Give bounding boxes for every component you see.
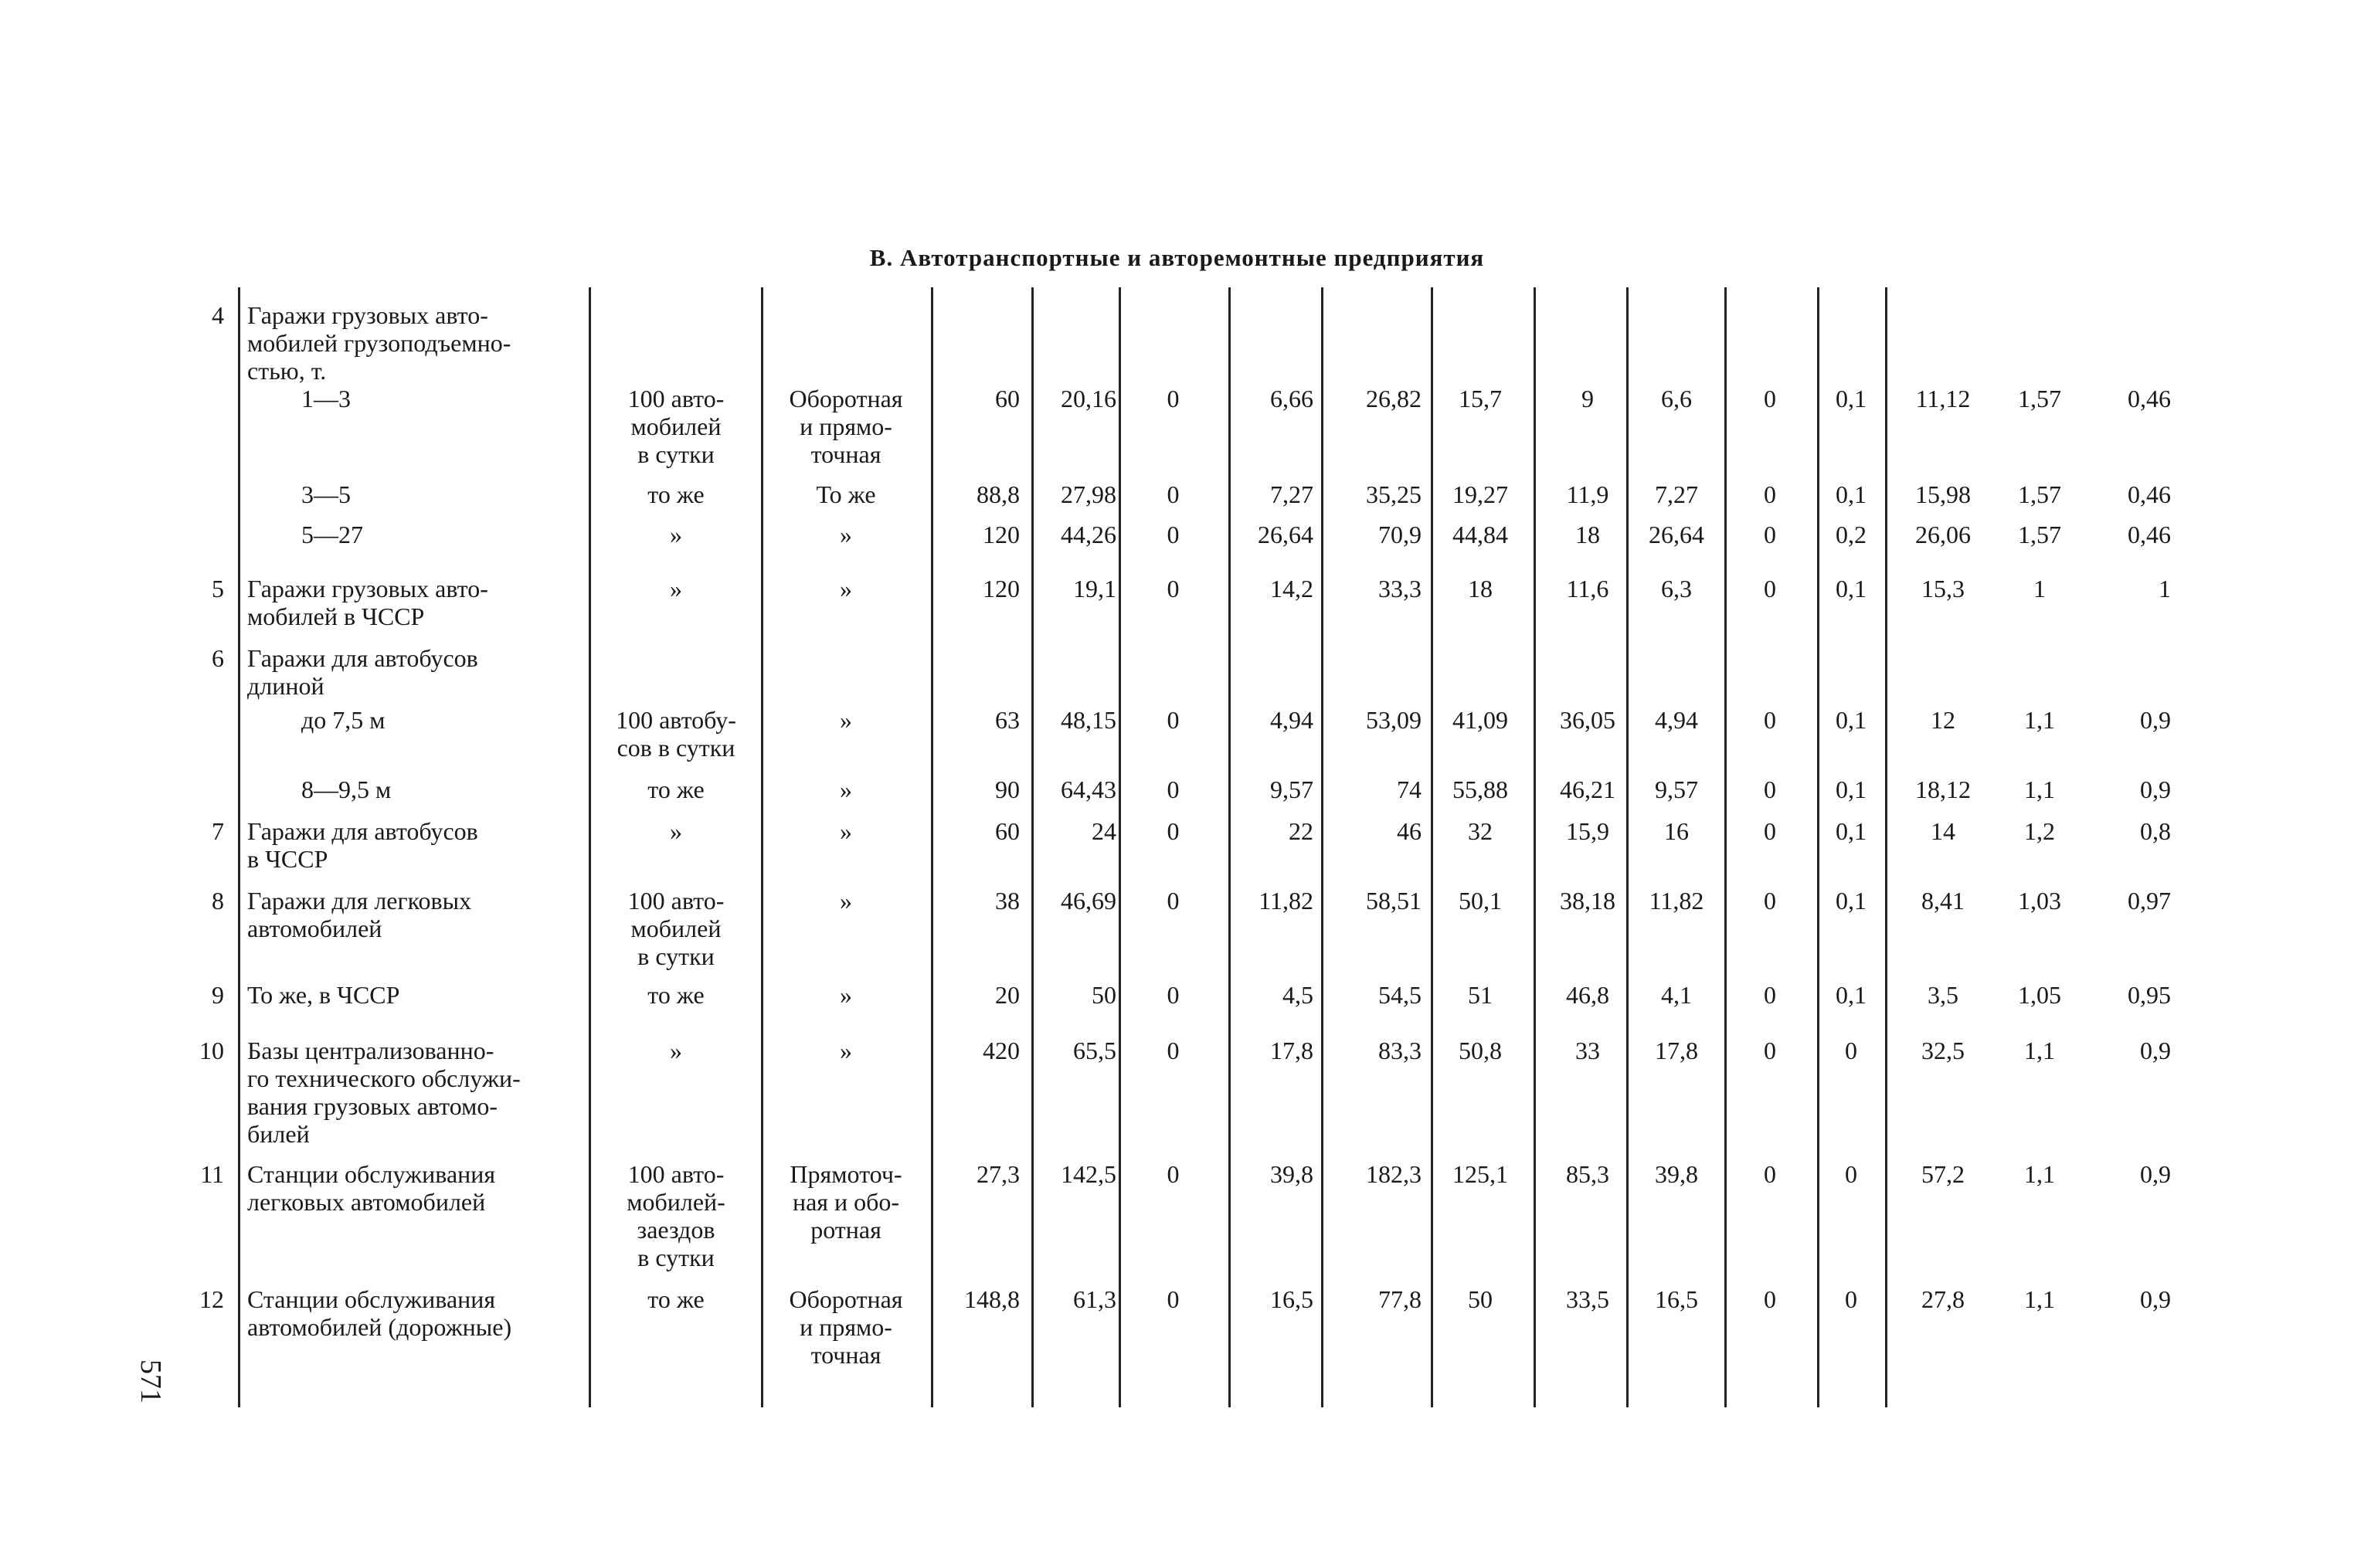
- row-unit: »: [670, 1037, 682, 1064]
- row-unit: »: [670, 817, 682, 845]
- value-cell: 0: [1845, 1160, 1857, 1188]
- value-cell: 0,2: [1836, 521, 1867, 548]
- value-cell: 20: [995, 981, 1020, 1009]
- row-number: 6: [212, 644, 224, 672]
- value-cell: 0: [1764, 385, 1776, 412]
- value-cell: 0: [1167, 385, 1180, 412]
- row-name: Гаражи для автобусов в ЧССР: [247, 817, 478, 873]
- value-cell: 61,3: [1073, 1285, 1116, 1313]
- value-cell: 24: [1092, 817, 1116, 845]
- value-cell: 18: [1575, 521, 1600, 548]
- value-cell: 0,46: [2128, 480, 2171, 508]
- column-rule: [1431, 287, 1433, 1407]
- value-cell: 27,3: [977, 1160, 1020, 1188]
- value-cell: 1: [2033, 575, 2046, 602]
- value-cell: 0: [1167, 480, 1180, 508]
- row-method: »: [840, 706, 852, 734]
- value-cell: 16: [1664, 817, 1689, 845]
- value-cell: 19,1: [1073, 575, 1116, 602]
- value-cell: 8,41: [1921, 887, 1965, 915]
- row-name: Станции обслуживания автомобилей (дорожные): [247, 1285, 512, 1341]
- row-name: Гаражи грузовых авто- мобилей грузоподъемно- стью, т.: [247, 301, 511, 385]
- value-cell: 27,98: [1061, 480, 1116, 508]
- page-number: 571: [134, 1359, 167, 1403]
- value-cell: 63: [995, 706, 1020, 734]
- value-cell: 53,09: [1366, 706, 1422, 734]
- row-number: 5: [212, 575, 224, 602]
- value-cell: 1,1: [2024, 706, 2055, 734]
- value-cell: 46: [1397, 817, 1422, 845]
- row-unit: 100 авто- мобилей в сутки: [627, 385, 725, 468]
- value-cell: 48,15: [1061, 706, 1116, 734]
- value-cell: 0: [1167, 1160, 1180, 1188]
- value-cell: 39,8: [1655, 1160, 1698, 1188]
- value-cell: 27,8: [1921, 1285, 1965, 1313]
- value-cell: 4,94: [1270, 706, 1313, 734]
- value-cell: 0: [1167, 887, 1180, 915]
- value-cell: 1,03: [2018, 887, 2061, 915]
- value-cell: 33,3: [1378, 575, 1422, 602]
- value-cell: 38,18: [1560, 887, 1615, 915]
- value-cell: 0,1: [1836, 981, 1867, 1009]
- row-method: Прямоточ- ная и обо- ротная: [790, 1160, 902, 1244]
- row-number: 8: [212, 887, 224, 915]
- value-cell: 0: [1845, 1285, 1857, 1313]
- row-method: »: [840, 887, 852, 915]
- value-cell: 0: [1764, 480, 1776, 508]
- value-cell: 0,95: [2128, 981, 2171, 1009]
- value-cell: 88,8: [977, 480, 1020, 508]
- value-cell: 11,82: [1259, 887, 1313, 915]
- value-cell: 0,9: [2140, 1285, 2171, 1313]
- value-cell: 1,1: [2024, 1037, 2055, 1064]
- value-cell: 1,2: [2024, 817, 2055, 845]
- value-cell: 54,5: [1378, 981, 1422, 1009]
- value-cell: 0,8: [2140, 817, 2171, 845]
- column-rule: [931, 287, 933, 1407]
- row-unit: 100 автобу- сов в сутки: [616, 706, 736, 762]
- value-cell: 50,1: [1459, 887, 1502, 915]
- row-subname: 5—27: [301, 521, 363, 548]
- value-cell: 1: [2159, 575, 2171, 602]
- value-cell: 0,97: [2128, 887, 2171, 915]
- row-unit: »: [670, 575, 682, 602]
- row-number: 10: [199, 1037, 224, 1064]
- column-rule: [1228, 287, 1231, 1407]
- value-cell: 9: [1581, 385, 1594, 412]
- row-number: 7: [212, 817, 224, 845]
- column-rule: [589, 287, 591, 1407]
- value-cell: 0: [1167, 521, 1180, 548]
- value-cell: 50,8: [1459, 1037, 1502, 1064]
- value-cell: 0,9: [2140, 1160, 2171, 1188]
- value-cell: 0: [1764, 1285, 1776, 1313]
- value-cell: 26,06: [1915, 521, 1971, 548]
- value-cell: 50: [1092, 981, 1116, 1009]
- value-cell: 0,46: [2128, 521, 2171, 548]
- column-rule: [238, 287, 240, 1407]
- row-method: »: [840, 521, 852, 548]
- row-unit: то же: [647, 480, 705, 508]
- value-cell: 14,2: [1270, 575, 1313, 602]
- row-subname: 3—5: [301, 480, 351, 508]
- value-cell: 0: [1764, 776, 1776, 803]
- value-cell: 4,5: [1282, 981, 1313, 1009]
- value-cell: 1,57: [2018, 480, 2061, 508]
- row-method: »: [840, 575, 852, 602]
- value-cell: 0,1: [1836, 480, 1867, 508]
- value-cell: 0: [1764, 817, 1776, 845]
- value-cell: 0,1: [1836, 385, 1867, 412]
- value-cell: 41,09: [1452, 706, 1508, 734]
- value-cell: 0: [1167, 817, 1180, 845]
- row-subname: 8—9,5 м: [301, 776, 392, 803]
- row-method: »: [840, 981, 852, 1009]
- value-cell: 0,46: [2128, 385, 2171, 412]
- row-unit: 100 авто- мобилей- заездов в сутки: [627, 1160, 725, 1271]
- value-cell: 125,1: [1452, 1160, 1508, 1188]
- column-rule: [1534, 287, 1536, 1407]
- row-method: »: [840, 817, 852, 845]
- row-unit: то же: [647, 981, 705, 1009]
- value-cell: 39,8: [1270, 1160, 1313, 1188]
- value-cell: 0: [1167, 981, 1180, 1009]
- row-name: Гаражи грузовых авто- мобилей в ЧССР: [247, 575, 488, 630]
- row-number: 12: [199, 1285, 224, 1313]
- value-cell: 9,57: [1655, 776, 1698, 803]
- row-number: 9: [212, 981, 224, 1009]
- value-cell: 7,27: [1270, 480, 1313, 508]
- row-number: 11: [200, 1160, 224, 1188]
- value-cell: 11,6: [1566, 575, 1609, 602]
- value-cell: 15,9: [1566, 817, 1609, 845]
- value-cell: 0,9: [2140, 1037, 2171, 1064]
- column-rule: [1817, 287, 1819, 1407]
- value-cell: 120: [983, 575, 1020, 602]
- value-cell: 9,57: [1270, 776, 1313, 803]
- value-cell: 1,1: [2024, 776, 2055, 803]
- value-cell: 0: [1764, 521, 1776, 548]
- value-cell: 1,05: [2018, 981, 2061, 1009]
- value-cell: 60: [995, 385, 1020, 412]
- value-cell: 90: [995, 776, 1020, 803]
- value-cell: 0,1: [1836, 706, 1867, 734]
- row-name: То же, в ЧССР: [247, 981, 400, 1009]
- value-cell: 11,9: [1566, 480, 1609, 508]
- value-cell: 15,3: [1921, 575, 1965, 602]
- value-cell: 7,27: [1655, 480, 1698, 508]
- value-cell: 65,5: [1073, 1037, 1116, 1064]
- value-cell: 4,1: [1661, 981, 1692, 1009]
- value-cell: 17,8: [1655, 1037, 1698, 1064]
- row-name: Станции обслуживания легковых автомобилей: [247, 1160, 496, 1216]
- value-cell: 74: [1397, 776, 1422, 803]
- value-cell: 1,1: [2024, 1285, 2055, 1313]
- value-cell: 0,9: [2140, 706, 2171, 734]
- value-cell: 26,64: [1649, 521, 1704, 548]
- row-method: »: [840, 1037, 852, 1064]
- value-cell: 11,82: [1649, 887, 1704, 915]
- value-cell: 58,51: [1366, 887, 1422, 915]
- value-cell: 4,94: [1655, 706, 1698, 734]
- value-cell: 70,9: [1378, 521, 1422, 548]
- column-rule: [1724, 287, 1727, 1407]
- value-cell: 60: [995, 817, 1020, 845]
- value-cell: 55,88: [1452, 776, 1508, 803]
- value-cell: 50: [1468, 1285, 1493, 1313]
- value-cell: 1,57: [2018, 521, 2061, 548]
- value-cell: 32: [1468, 817, 1493, 845]
- value-cell: 420: [983, 1037, 1020, 1064]
- value-cell: 6,6: [1661, 385, 1692, 412]
- value-cell: 20,16: [1061, 385, 1116, 412]
- value-cell: 15,7: [1459, 385, 1502, 412]
- value-cell: 64,43: [1061, 776, 1116, 803]
- column-rule: [1626, 287, 1629, 1407]
- row-name: Гаражи для автобусов длиной: [247, 644, 478, 700]
- row-subname: до 7,5 м: [301, 706, 386, 734]
- row-method: Оборотная и прямо- точная: [789, 385, 903, 468]
- row-name: Гаражи для легковых автомобилей: [247, 887, 472, 942]
- value-cell: 85,3: [1566, 1160, 1609, 1188]
- value-cell: 46,8: [1566, 981, 1609, 1009]
- value-cell: 44,84: [1452, 521, 1508, 548]
- row-name: Базы централизованно- го технического обслужи- вания грузовых автомо- билей: [247, 1037, 521, 1148]
- value-cell: 17,8: [1270, 1037, 1313, 1064]
- value-cell: 83,3: [1378, 1037, 1422, 1064]
- row-unit: то же: [647, 776, 705, 803]
- value-cell: 51: [1468, 981, 1493, 1009]
- value-cell: 77,8: [1378, 1285, 1422, 1313]
- value-cell: 38: [995, 887, 1020, 915]
- row-unit: 100 авто- мобилей в сутки: [627, 887, 725, 970]
- row-number: 4: [212, 301, 224, 329]
- value-cell: 22: [1289, 817, 1313, 845]
- value-cell: 46,69: [1061, 887, 1116, 915]
- value-cell: 148,8: [964, 1285, 1020, 1313]
- value-cell: 15,98: [1915, 480, 1971, 508]
- value-cell: 0,1: [1836, 776, 1867, 803]
- row-unit: »: [670, 521, 682, 548]
- value-cell: 0: [1167, 706, 1180, 734]
- value-cell: 0: [1167, 575, 1180, 602]
- column-rule: [761, 287, 763, 1407]
- value-cell: 0: [1167, 776, 1180, 803]
- value-cell: 6,3: [1661, 575, 1692, 602]
- value-cell: 26,64: [1258, 521, 1313, 548]
- value-cell: 1,1: [2024, 1160, 2055, 1188]
- row-method: То же: [816, 480, 876, 508]
- value-cell: 0: [1764, 575, 1776, 602]
- value-cell: 3,5: [1928, 981, 1958, 1009]
- value-cell: 26,82: [1366, 385, 1422, 412]
- value-cell: 12: [1931, 706, 1955, 734]
- value-cell: 33: [1575, 1037, 1600, 1064]
- value-cell: 1,57: [2018, 385, 2061, 412]
- value-cell: 120: [983, 521, 1020, 548]
- value-cell: 44,26: [1061, 521, 1116, 548]
- value-cell: 0,1: [1836, 817, 1867, 845]
- value-cell: 16,5: [1655, 1285, 1698, 1313]
- value-cell: 16,5: [1270, 1285, 1313, 1313]
- section-title: В. Автотранспортные и авторемонтные предприятия: [869, 244, 1485, 271]
- value-cell: 0: [1764, 706, 1776, 734]
- value-cell: 0: [1764, 1160, 1776, 1188]
- value-cell: 36,05: [1560, 706, 1615, 734]
- row-unit: то же: [647, 1285, 705, 1313]
- column-rule: [1321, 287, 1323, 1407]
- value-cell: 11,12: [1915, 385, 1971, 412]
- value-cell: 0,1: [1836, 887, 1867, 915]
- value-cell: 182,3: [1366, 1160, 1422, 1188]
- row-subname: 1—3: [301, 385, 351, 412]
- value-cell: 14: [1931, 817, 1955, 845]
- value-cell: 6,66: [1270, 385, 1313, 412]
- value-cell: 18: [1468, 575, 1493, 602]
- column-rule: [1119, 287, 1121, 1407]
- value-cell: 0: [1764, 1037, 1776, 1064]
- value-cell: 32,5: [1921, 1037, 1965, 1064]
- value-cell: 0: [1845, 1037, 1857, 1064]
- value-cell: 57,2: [1921, 1160, 1965, 1188]
- column-rule: [1885, 287, 1887, 1407]
- value-cell: 0: [1167, 1285, 1180, 1313]
- value-cell: 0,1: [1836, 575, 1867, 602]
- value-cell: 0: [1764, 981, 1776, 1009]
- row-method: »: [840, 776, 852, 803]
- value-cell: 0: [1167, 1037, 1180, 1064]
- value-cell: 19,27: [1452, 480, 1508, 508]
- value-cell: 0,9: [2140, 776, 2171, 803]
- value-cell: 46,21: [1560, 776, 1615, 803]
- value-cell: 18,12: [1915, 776, 1971, 803]
- column-rule: [1031, 287, 1034, 1407]
- row-method: Оборотная и прямо- точная: [789, 1285, 903, 1369]
- value-cell: 33,5: [1566, 1285, 1609, 1313]
- value-cell: 142,5: [1061, 1160, 1116, 1188]
- value-cell: 35,25: [1366, 480, 1422, 508]
- value-cell: 0: [1764, 887, 1776, 915]
